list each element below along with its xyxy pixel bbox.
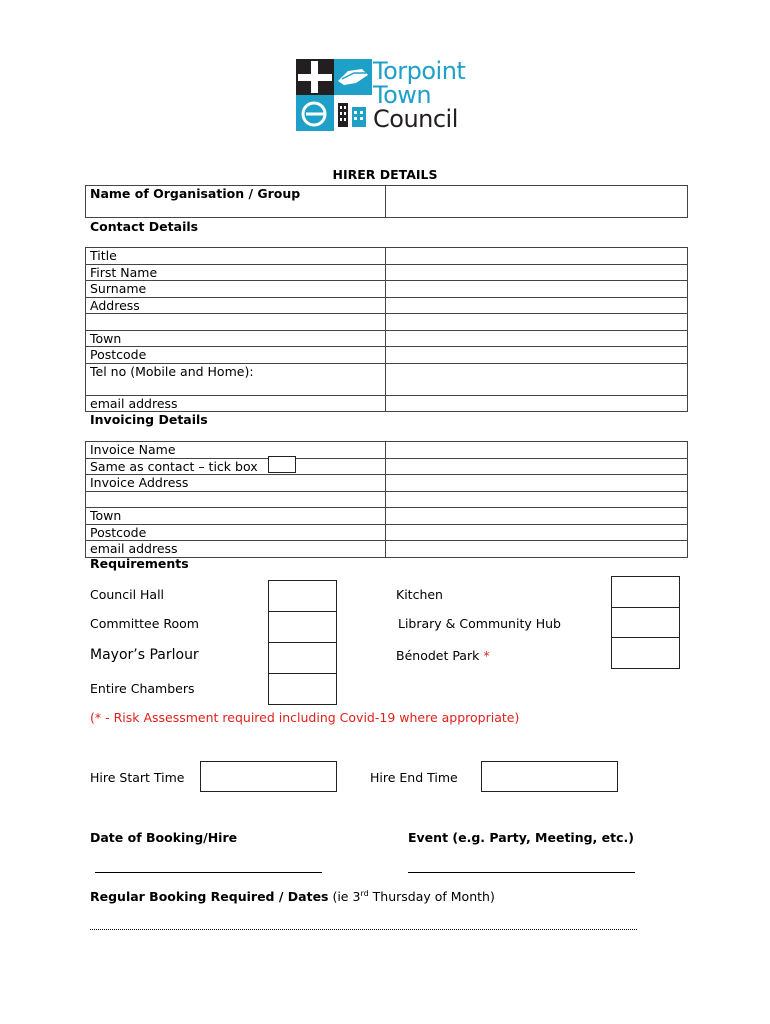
contact-row-label: Title — [86, 248, 386, 265]
regular-booking-text: Regular Booking Required / Dates — [90, 889, 329, 905]
council-logo — [296, 59, 476, 131]
contact-title-input[interactable] — [386, 248, 688, 265]
hire-start-label: Hire Start Time — [90, 770, 185, 785]
regular-booking-note-sup: rd — [360, 889, 369, 898]
invoice-email-input[interactable] — [386, 541, 688, 558]
invoicing-row-label — [86, 491, 386, 508]
contact-row-label: Town — [86, 330, 386, 347]
benodet-park-text: Bénodet Park — [396, 648, 480, 663]
contact-address-line2-input[interactable] — [386, 314, 688, 331]
date-of-booking-label: Date of Booking/Hire — [90, 830, 238, 845]
contact-table — [85, 247, 688, 412]
contact-row-label: First Name — [86, 264, 386, 281]
benodet-park-asterisk: * — [483, 648, 490, 663]
mayors-parlour-checkbox[interactable] — [268, 642, 337, 674]
invoice-address-line2-input[interactable] — [386, 491, 688, 508]
invoice-postcode-input[interactable] — [386, 524, 688, 541]
regular-booking-note-pre: (ie 3 — [328, 889, 361, 905]
contact-row-label: email address — [86, 395, 386, 412]
contact-row-label: Surname — [86, 281, 386, 298]
hire-end-label: Hire End Time — [370, 770, 458, 785]
contact-first-name-input[interactable] — [386, 264, 688, 281]
contact-surname-input[interactable] — [386, 281, 688, 298]
invoicing-table — [85, 441, 688, 558]
logo-line-3: Council — [373, 105, 458, 133]
logo-line-2: Town — [373, 81, 432, 109]
entire-chambers-checkbox[interactable] — [268, 673, 337, 705]
date-of-booking-line[interactable] — [95, 872, 322, 873]
contact-address-input[interactable] — [386, 297, 688, 314]
contact-tel-input[interactable] — [386, 363, 688, 395]
contact-town-input[interactable] — [386, 330, 688, 347]
contact-heading: Contact Details — [90, 219, 199, 234]
contact-row-label: Postcode — [86, 347, 386, 364]
benodet-park-checkbox[interactable] — [611, 637, 680, 669]
logo-line-1: Torpoint — [373, 57, 466, 85]
invoice-address-input[interactable] — [386, 475, 688, 492]
invoicing-row-label: Invoice Name — [86, 442, 386, 459]
organisation-label: Name of Organisation / Group — [86, 186, 386, 218]
organisation-input[interactable] — [386, 186, 688, 218]
invoice-town-input[interactable] — [386, 508, 688, 525]
mayors-parlour-label: Mayor’s Parlour — [90, 647, 199, 663]
library-label: Library & Community Hub — [398, 616, 561, 631]
kitchen-label: Kitchen — [396, 587, 443, 602]
invoicing-row-label: email address — [86, 541, 386, 558]
entire-chambers-label: Entire Chambers — [90, 681, 195, 696]
invoicing-row-label: Postcode — [86, 524, 386, 541]
contact-postcode-input[interactable] — [386, 347, 688, 364]
hire-end-input[interactable] — [481, 761, 618, 792]
committee-room-checkbox[interactable] — [268, 611, 337, 643]
invoicing-row-label: Invoice Address — [86, 475, 386, 492]
requirements-heading: Requirements — [90, 556, 189, 571]
same-as-contact-value[interactable] — [386, 458, 688, 475]
invoicing-heading: Invoicing Details — [90, 412, 208, 427]
organisation-table — [85, 185, 688, 218]
event-label: Event (e.g. Party, Meeting, etc.) — [408, 830, 634, 845]
contact-row-label: Tel no (Mobile and Home): — [86, 363, 386, 395]
event-line[interactable] — [408, 872, 635, 873]
hire-start-input[interactable] — [200, 761, 337, 792]
contact-row-label — [86, 314, 386, 331]
library-checkbox[interactable] — [611, 607, 680, 639]
contact-row-label: Address — [86, 297, 386, 314]
kitchen-checkbox[interactable] — [611, 576, 680, 608]
invoicing-row-label: Town — [86, 508, 386, 525]
form-heading: HIRER DETAILS — [332, 167, 438, 182]
regular-booking-note-post: Thursday of Month) — [368, 889, 495, 905]
regular-booking-line[interactable] — [90, 929, 637, 930]
benodet-park-label — [396, 648, 490, 663]
invoicing-row-label: Same as contact – tick box — [86, 458, 386, 475]
regular-booking-label — [90, 889, 495, 904]
same-as-contact-checkbox[interactable] — [268, 456, 296, 473]
logo-emblem — [296, 59, 372, 131]
committee-room-label: Committee Room — [90, 616, 199, 631]
council-hall-checkbox[interactable] — [268, 580, 337, 612]
council-hall-label: Council Hall — [90, 587, 165, 602]
contact-email-input[interactable] — [386, 395, 688, 412]
invoice-name-input[interactable] — [386, 442, 688, 459]
risk-assessment-note: (* - Risk Assessment required including Covid-19 where appropriate) — [90, 710, 520, 725]
